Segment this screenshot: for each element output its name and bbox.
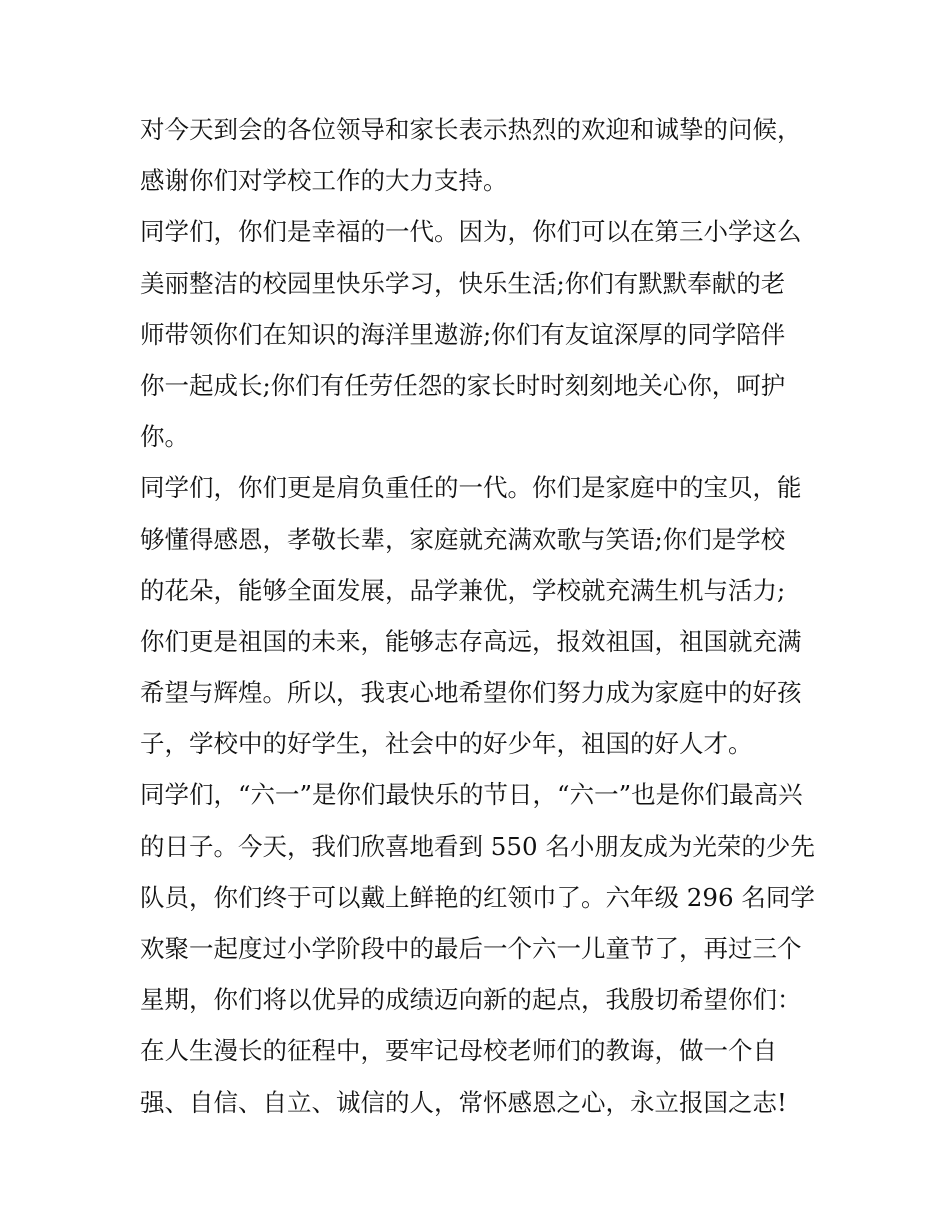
text-line: 同学们，你们是幸福的一代。因为，你们可以在第三小学这么 [140,217,802,247]
text-line: 强、自信、自立、诚信的人，常怀感恩之心，永立报国之志! [140,1087,787,1117]
text-line: 在人生漫长的征程中，要牢记母校老师们的教诲，做一个自 [140,1036,777,1066]
text-line: 的花朵，能够全面发展，品学兼优，学校就充满生机与活力; [140,575,786,605]
text-line: 同学们，“六一”是你们最快乐的节日，“六一”也是你们最高兴 [140,780,803,810]
text-line: 你一起成长;你们有任劳任怨的家长时时刻刻地关心你，呵护 [140,370,786,400]
text-line: 星期，你们将以优异的成绩迈向新的起点，我殷切希望你们： [140,985,802,1015]
speech-text-body [140,104,820,1128]
text-line: 队员，你们终于可以戴上鲜艳的红领巾了。六年级 296 名同学 [140,882,815,912]
text-line: 希望与辉煌。所以，我衷心地希望你们努力成为家庭中的好孩 [140,678,802,708]
text-line: 对今天到会的各位领导和家长表示热烈的欢迎和诚挚的问候， [140,115,802,144]
text-line: 感谢你们对学校工作的大力支持。 [140,166,508,196]
text-line: 子，学校中的好学生，社会中的好少年，祖国的好人才。 [140,729,753,759]
text-line: 同学们，你们更是肩负重任的一代。你们是家庭中的宝贝，能 [140,473,802,503]
text-line: 你。 [140,422,189,452]
text-line: 够懂得感恩，孝敬长辈，家庭就充满欢歌与笑语;你们是学校 [140,524,786,554]
text-line: 师带领你们在知识的海洋里遨游;你们有友谊深厚的同学陪伴 [140,319,786,349]
text-line: 美丽整洁的校园里快乐学习，快乐生活;你们有默默奉献的老 [140,268,786,298]
text-line: 你们更是祖国的未来，能够志存高远，报效祖国，祖国就充满 [140,626,802,656]
text-line: 欢聚一起度过小学阶段中的最后一个六一儿童节了，再过三个 [140,934,802,963]
text-line: 的日子。今天，我们欣喜地看到 550 名小朋友成为光荣的少先 [140,831,815,861]
